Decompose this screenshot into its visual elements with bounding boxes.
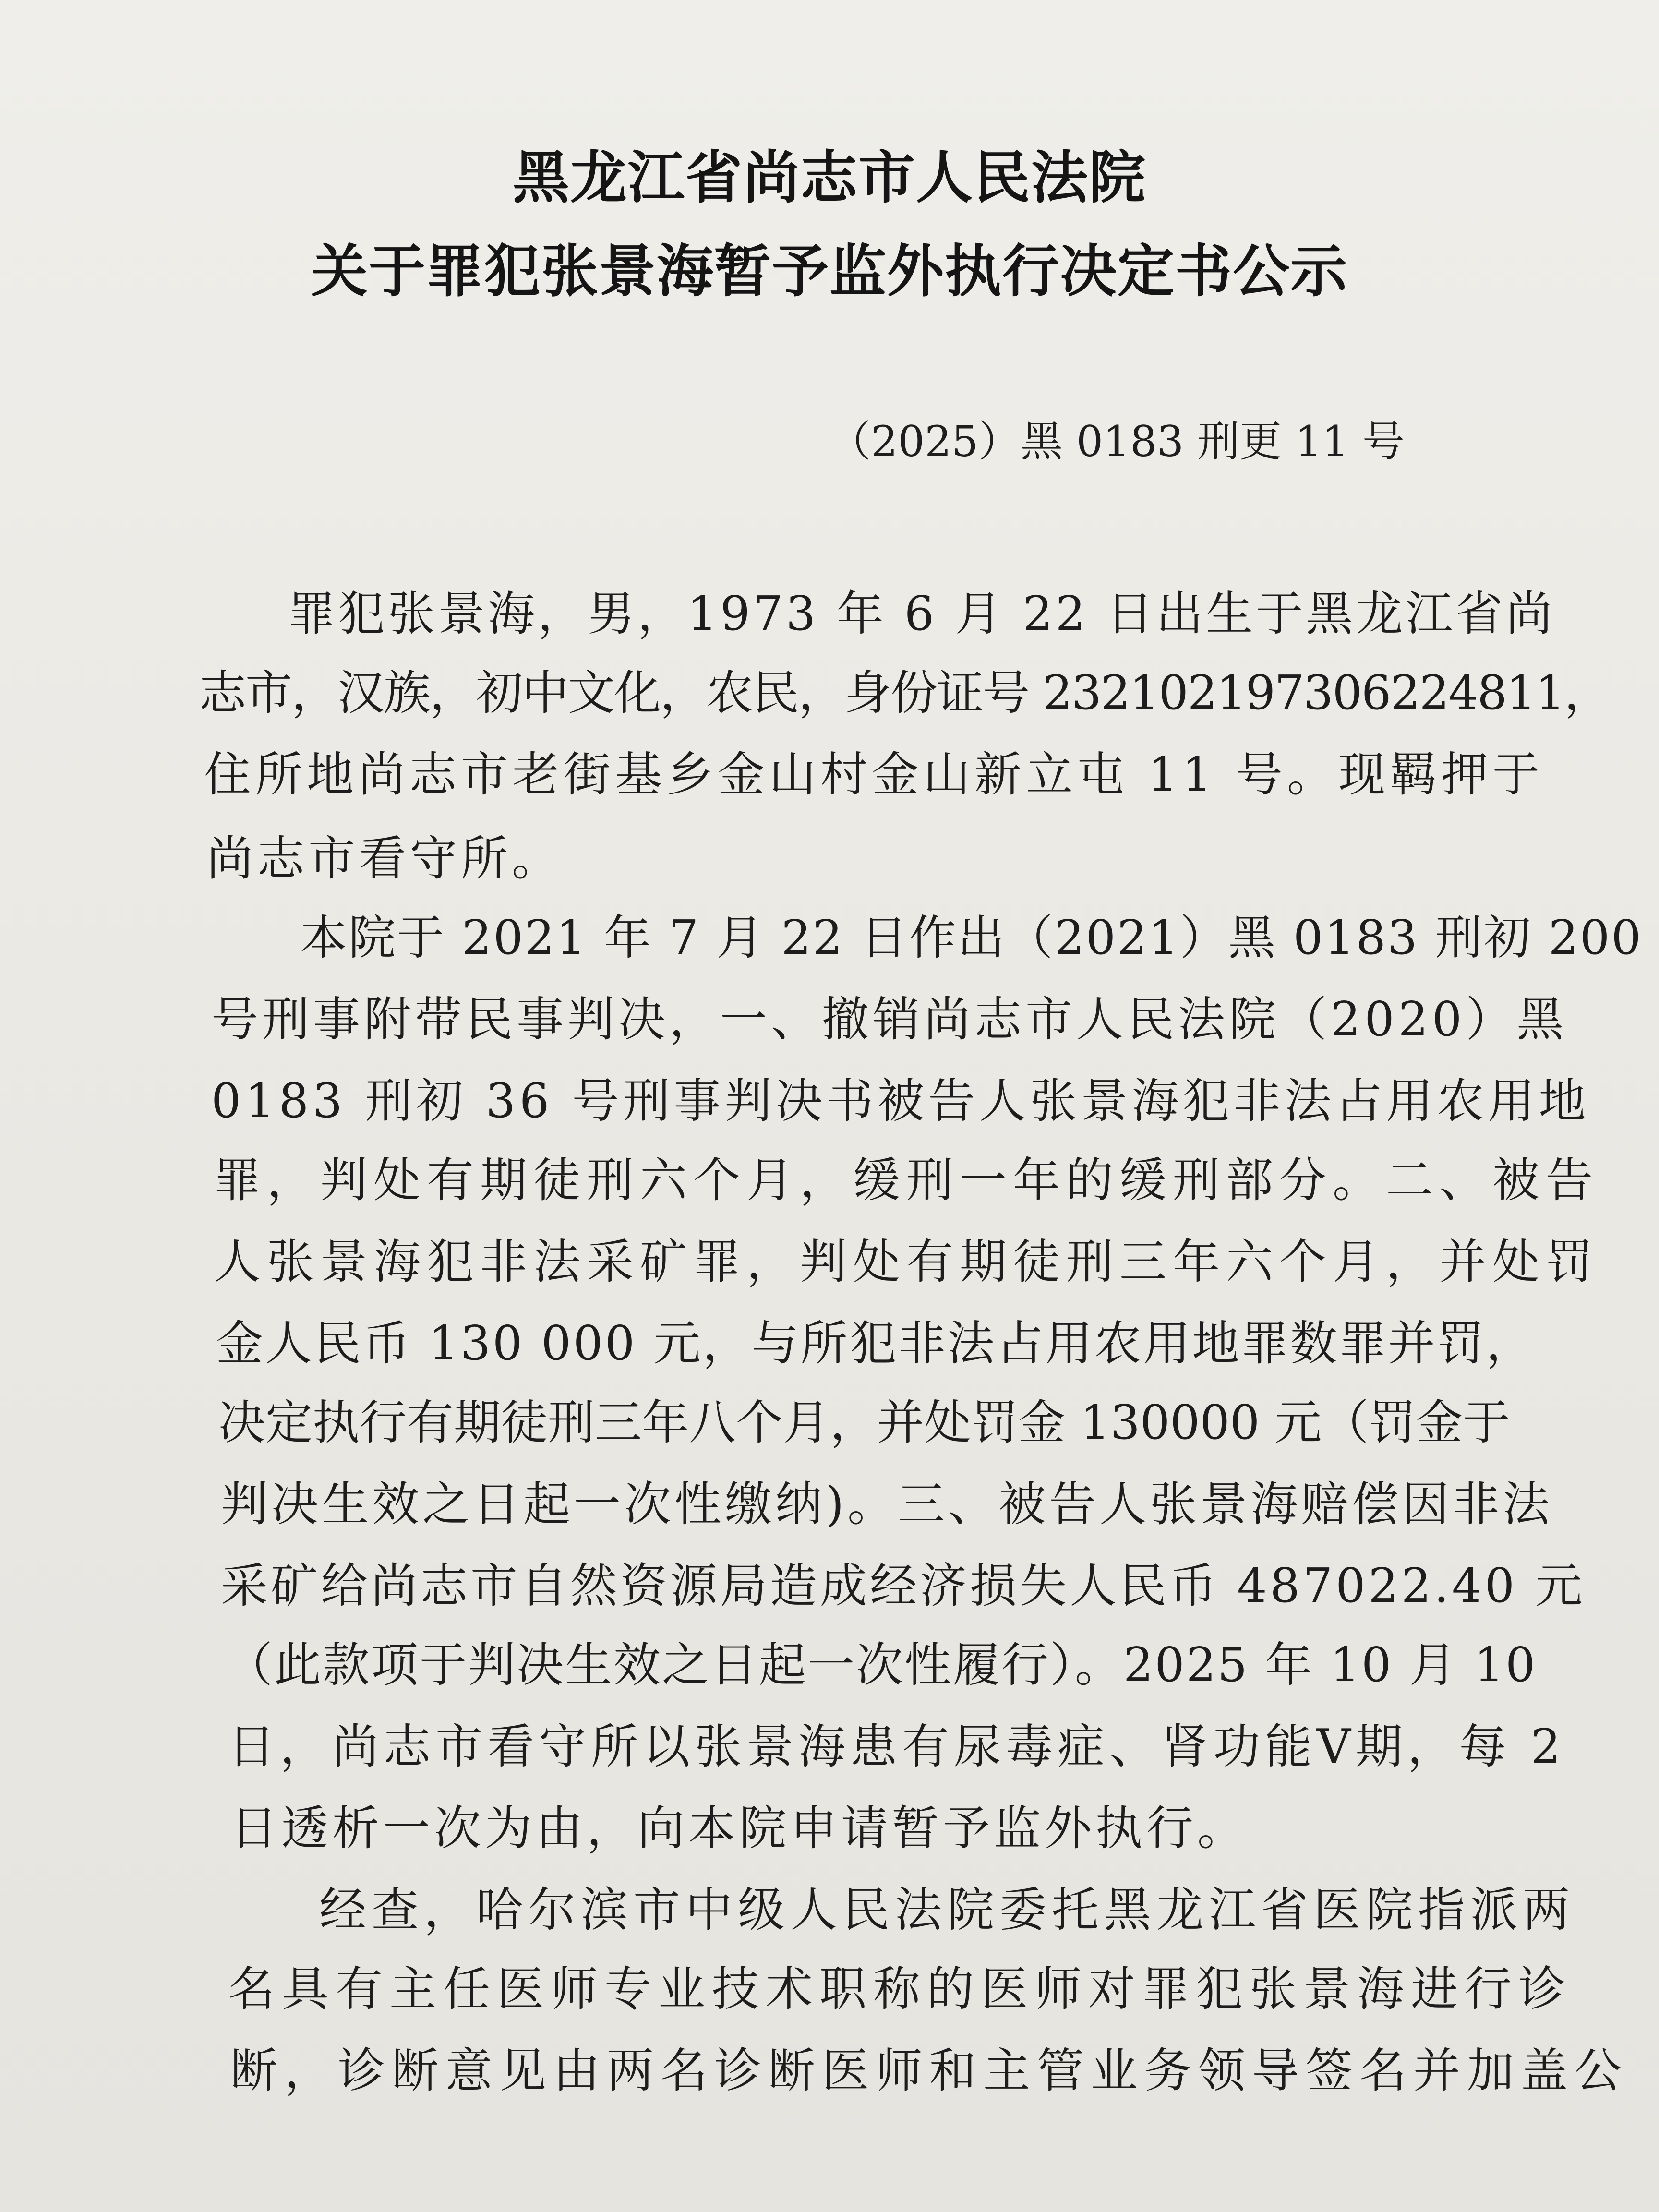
body-line: 0183 刑初 36 号刑事判决书被告人张景海犯非法占用农用地 [211, 1074, 1590, 1129]
body-line: 日透析一次为由，向本院申请暂予监外执行。 [230, 1801, 1249, 1856]
body-line: 名具有主任医师专业技术职称的医师对罪犯张景海进行诊 [228, 1962, 1573, 2017]
body-line: 号刑事附带民事判决，一、撤销尚志市人民法院（2020）黑 [211, 992, 1568, 1047]
body-line: 断，诊断意见由两名诊断医师和主管业务领导签名并加盖公 [230, 2044, 1629, 2098]
notice-title: 关于罪犯张景海暂予监外执行决定书公示 [311, 238, 1348, 304]
document-number: （2025）黑 0183 刑更 11 号 [829, 417, 1405, 466]
body-line: 尚志市看守所。 [206, 831, 563, 886]
body-line: 罪，判处有期徒刑六个月，缓刑一年的缓刑部分。二、被告 [214, 1153, 1599, 1208]
body-line: 判决生效之日起一次性缴纳)。三、被告人张景海赔偿因非法 [221, 1477, 1553, 1532]
body-line: 罪犯张景海，男，1973 年 6 月 22 日出生于黑龙江省尚 [288, 587, 1556, 641]
body-line: （此款项于判决生效之日起一次性履行）。2025 年 10 月 10 [226, 1638, 1537, 1693]
body-line: 采矿给尚志市自然资源局造成经济损失人民币 487022.40 元 [221, 1559, 1586, 1613]
body-line: 志市，汉族，初中文化，农民，身份证号 232102197306224811， [199, 666, 1611, 721]
body-line: 决定执行有期徒刑三年八个月，并处罚金 130000 元（罚金于 [218, 1395, 1510, 1450]
body-line: 人张景海犯非法采矿罪，判处有期徒刑三年六个月，并处罚 [214, 1235, 1599, 1289]
body-line: 本院于 2021 年 7 月 22 日作出（2021）黑 0183 刑初 200 [300, 911, 1643, 965]
body-line: 金人民币 130 000 元，与所犯非法占用农用地罪数罪并罚， [216, 1316, 1535, 1371]
body-line: 住所地尚志市老街基乡金山村金山新立屯 11 号。现羁押于 [204, 747, 1544, 802]
body-line: 经查，哈尔滨市中级人民法院委托黑龙江省医院指派两 [319, 1883, 1575, 1937]
body-line: 日，尚志市看守所以张景海患有尿毒症、肾功能Ⅴ期，每 2 [228, 1719, 1566, 1774]
court-title: 黑龙江省尚志市人民法院 [512, 144, 1146, 211]
